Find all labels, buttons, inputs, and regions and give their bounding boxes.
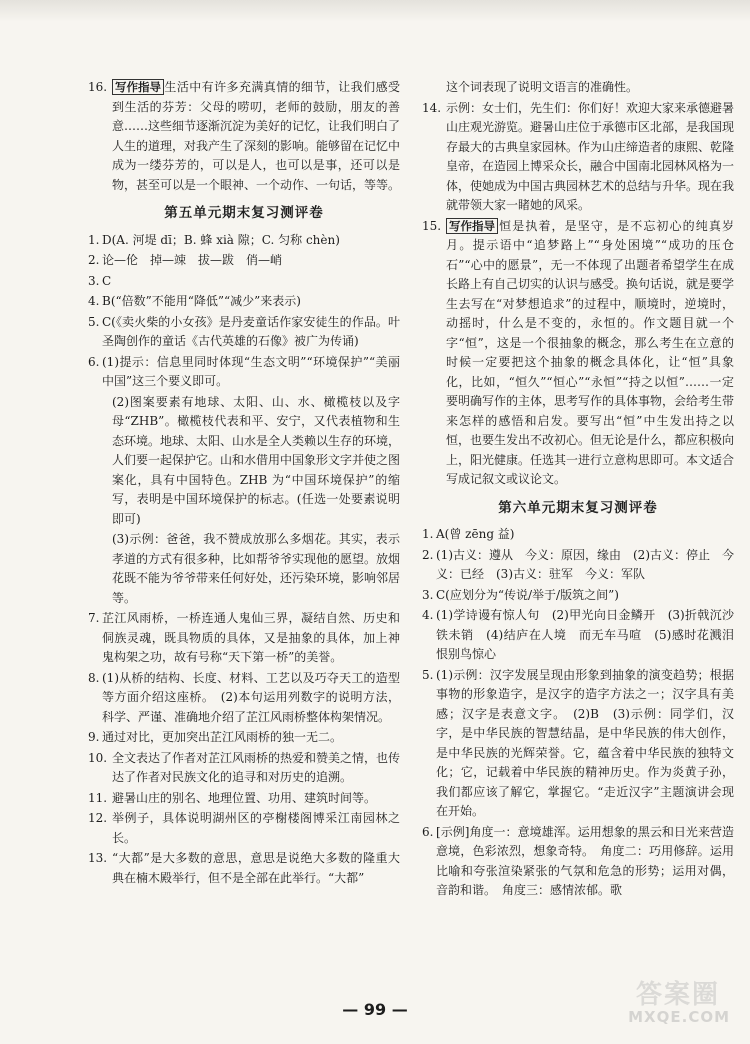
answer-number: 16. (88, 80, 108, 94)
answer-text: “大都”是大多数的意思，意思是说绝大多数的隆重大典在楠木殿举行，但不是全部在此举行。“大都” (112, 851, 400, 885)
top-edge-shadow (0, 0, 750, 22)
answer-text: C(《卖火柴的小女孩》是丹麦童话作家安徒生的作品。叶圣陶创作的童话《古代英雄的石像》被广为传诵) (102, 314, 400, 348)
answer-text: 举例子，具体说明湖州区的亭榭楼阁博采江南园林之长。 (112, 811, 400, 845)
section-heading-unit5: 第五单元期末复习测评卷 (164, 205, 324, 221)
answer-number: 5. (422, 667, 434, 682)
answer-number: 2. (88, 253, 100, 267)
writing-guide-tag: 写作指导 (112, 79, 164, 95)
answer-number: 8. (88, 670, 100, 685)
answer-number: 6. (422, 824, 434, 839)
answer-item (422, 823, 734, 901)
answer-item (422, 586, 734, 606)
answer-text: 生活中有许多充满真情的细节，让我们感受到生活的芬芳：父母的唠叨，老师的鼓励，朋友的善意……这些细节逐渐沉淀为美好的记忆，让我们明白了人生的道理，对我产生了深刻的影响。能够留在记忆中成为一缕芬芳的，可以是人，也可以是事，还可以是物，甚至可以是一个眼神、一个动作、一句话，等等。 (112, 80, 401, 192)
answer-text: 避暑山庄的别名、地理位置、功用、建筑时间等。 (112, 790, 377, 805)
answer-number (88, 393, 112, 530)
answer-number: 13. (88, 851, 108, 865)
answer-item (88, 353, 400, 392)
answer-text: (1)古义：遵从 今义：原因，缘由 (2)古义：停止 今义：已经 (3)古义：驻军 今义：军队 (436, 547, 734, 581)
answer-item (88, 272, 400, 292)
answer-number: 3. (88, 273, 100, 288)
answer-item (88, 789, 400, 809)
answer-number: 12. (88, 811, 108, 825)
answer-text: [示例]角度一：意境雄浑。运用想象的黑云和日光来营造意境，色彩浓烈，想象奇特。 角度二：巧用修辞。运用比喻和夸张渲染紧张的气氛和危急的形势；运用对偶，音韵和谐。 角度三：感情浓郁。歌 (436, 824, 734, 897)
answer-text: 示例：女士们，先生们：你们好！欢迎大家来承德避暑山庄观光游览。避暑山庄位于承德市区北部，是我国现存最大的古典皇家园林。作为山庄缔造者的康熙、乾隆皇帝，在造园上博采众长，融合中国南北园林风格为一体，使她成为中国古典园林艺术的总结与升华。现在我就带领大家一睹她的风采。 (446, 100, 735, 212)
answer-text: (1)提示：信息里同时体现“生态文明”“环境保护”“美丽中国”这三个要义即可。 (102, 354, 400, 388)
answer-number: 11. (88, 790, 108, 805)
unit5-answer-list (88, 231, 400, 889)
answer-text: (2)图案要素有地球、太阳、山、水、橄榄枝以及字母“ZHB”。橄榄枝代表和平、安宁，又代表植物和生态环境。地球、太阳、山水是全人类赖以生存的环境，人们要一起保护它。山和水借用中国象形文字并使之图案化，具有中国特色。ZHB 为“中国环境保护”的缩写，表明是中国环境保护的标志。(任选一处要素说明即可) (112, 394, 401, 526)
answer-15 (422, 217, 734, 490)
answer-item (88, 809, 400, 848)
answer-text: C (102, 273, 112, 288)
answer-item (88, 849, 400, 888)
answer-text: 全文表达了作者对芷江风雨桥的热爱和赞美之情，也传达了作者对民族文化的追寻和对历史的追溯。 (112, 750, 401, 784)
answer-text: (3)示例：爸爸，我不赞成放那么多烟花。其实，表示孝道的方式有很多种，比如帮爷爷实现他的愿望。放烟花既不能为爷爷带来任何好处，还污染环境，影响邻居等。 (112, 532, 401, 605)
answer-item (422, 546, 734, 585)
answer-number: 9. (88, 730, 100, 744)
answer-number: 3. (422, 587, 434, 602)
answer-number: 15. (422, 218, 442, 233)
answer-item (422, 606, 747, 665)
answer-text: (1)从桥的结构、长度、材料、工艺以及巧夺天工的造型等方面介绍这座桥。 (2)本句运用列数字的说明方法，科学、严谨、准确地介绍了芷江风雨桥整体构架情况。 (102, 670, 400, 724)
answer-text: (1)示例：汉字发展呈现由形象到抽象的演变趋势；根据事物的形象造字，是汉字的造字方法之一；汉字具有美感；汉字是表意文字。 (2)B (3)示例：同学们，汉字，是中华民族的智慧结晶，是中华民族的伟大创作，是中华民族的光辉荣誉。它，蕴含着中华民族的独特文化；它，记载着中华民族的精神历史。作为炎黄子孙，我们都应该了解它，掌握它。“走近汉字”主题演讲会现在开始。 (436, 667, 734, 818)
answer-text: A(曾 zēng 益) (436, 527, 515, 541)
answer-13-continued (422, 78, 734, 98)
answer-text: 恒是执着，是坚守，是不忘初心的纯真岁月。提示语中“追梦路上”“身处困境”“成功的压仓石”“心中的愿景”，无一不体现了出题者希望学生在成长路上有自己切实的认识与感受。换句话说，就是要学生去写在“对梦想追求”的过程中，顺境时，逆境时，动摇时，什么是不变的，永恒的。作文题目就一个字“恒”，这是一个很抽象的概念，那么考生在立意的时候一定要把这个抽象的概念具体化，让“恒”具象化，比如，“恒久”“恒心”“永恒”“持之以恒”……一定要明确写作的主体，思考写作的具体事物，会给考生带来怎样的感悟和启发。要写出“恒”中生发出持之以恒，也要生发出不改初心。但无论是什么，都应积极向上，阳光健康。任选其一进行立意构思即可。本文适合写成记叙文或议论文。 (446, 218, 735, 486)
writing-guide-tag: 写作指导 (446, 218, 498, 234)
answer-text: B(“倍数”不能用“降低”“减少”来表示) (102, 294, 301, 308)
answer-text: 芷江风雨桥，一桥连通人鬼仙三界，凝结自然、历史和侗族灵魂，既具物质的具体，又是抽象的具体，加上神鬼构架之功，故有号称“天下第一桥”的美誉。 (102, 611, 400, 664)
answer-item (88, 292, 400, 312)
answer-item (88, 313, 400, 352)
answer-text: C(应划分为“传说/举于/版筑之间”) (436, 587, 619, 602)
answer-number: 1. (88, 232, 100, 247)
answer-number: 7. (88, 611, 100, 625)
left-column (88, 78, 400, 888)
answer-text: 通过对比，更加突出芷江风雨桥的独一无二。 (102, 730, 343, 744)
answer-text: 这个词表现了说明文语言的准确性。 (446, 80, 639, 94)
watermark-logo (580, 974, 730, 1026)
page-number: — 99 — (342, 1000, 408, 1019)
unit6-answer-list (422, 525, 747, 901)
answer-number: 6. (88, 354, 100, 369)
answer-item (422, 666, 734, 822)
answer-item (88, 530, 400, 608)
right-column (422, 78, 747, 901)
answer-item (88, 251, 400, 271)
answer-item (422, 525, 734, 545)
answer-item (88, 393, 400, 530)
answer-number: 5. (88, 314, 100, 329)
answer-item (88, 669, 400, 728)
answer-number: 1. (422, 527, 434, 541)
watermark-url: MXQE.COM (628, 1008, 730, 1026)
answer-number: 4. (422, 608, 434, 622)
answer-item (88, 728, 400, 748)
answer-number: 4. (88, 294, 100, 308)
answer-item (88, 231, 400, 251)
answer-number: 2. (422, 547, 434, 562)
answer-16 (88, 78, 400, 195)
answer-item (88, 609, 400, 668)
answer-item (88, 749, 400, 788)
section-heading-unit6: 第六单元期末复习测评卷 (498, 499, 658, 516)
answer-number: 14. (422, 100, 442, 115)
answer-text: (1)学诗谩有惊人句 (2)甲光向日金鳞开 (3)折戟沉沙铁未销 (4)结庐在人境 而无车马喧 (5)感时花溅泪 恨别鸟惊心 (436, 608, 747, 661)
answer-number (88, 530, 112, 608)
watermark-title: 答案圈 (635, 980, 720, 1010)
answer-number: 10. (88, 750, 108, 765)
answer-text: 论—伦 掉—竦 拔—跋 俏—峭 (102, 253, 283, 267)
answer-text: D(A. 河堤 dī；B. 蜂 xià 隙；C. 匀称 chèn) (102, 232, 340, 247)
answer-14 (422, 99, 734, 216)
